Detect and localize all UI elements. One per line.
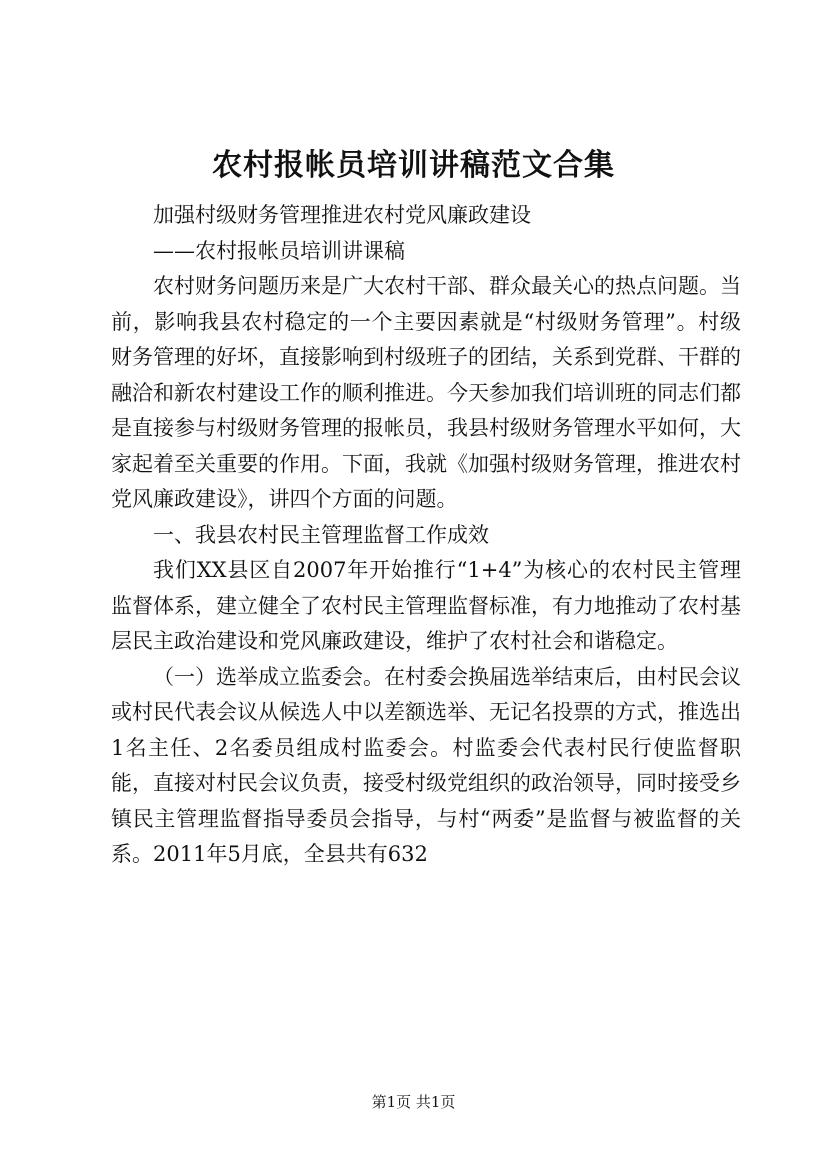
section-heading: 一、我县农村民主管理监督工作成效 <box>153 522 489 547</box>
body-paragraph: 我们XX县区自2007年开始推行“1+4”为核心的农村民主管理监督体系，建立健全了农村民主管理监督标准，有力地推动了农村基层民主政治建设和党风廉政建设，维护了农村社会和谐稳定。 <box>111 558 741 653</box>
page-number-footer: 第1页 共1页 <box>371 1093 456 1111</box>
document-title: 农村报帐员培训讲稿范文合集 <box>212 148 615 183</box>
subtitle-line: 加强村级财务管理推进农村党风廉政建设 <box>153 203 531 227</box>
body-paragraph: 农村财务问题历来是广大农村干部、群众最关心的热点问题。当前，影响我县农村稳定的一个主要因素就是“村级财务管理”。村级财务管理的好坏，直接影响到村级班子的团结，关系到党群、干群的融洽和新农村建设工作的顺利推进。今天参加我们培训班的同志们都是直接参与村级财务管理的报帐员，我县村级财务管理水平如何，大家起着至关重要的作用。下面，我就《加强村级财务管理，推进农村党风廉政建设》，讲四个方面的问题。 <box>111 274 741 511</box>
subtitle-dash-line: ——农村报帐员培训讲课稿 <box>153 238 405 263</box>
document-body <box>111 198 741 873</box>
body-paragraph: （一）选举成立监委会。在村委会换届选举结束后，由村民会议或村民代表会议从候选人中以差额选举、无记名投票的方式，推选出1名主任、2名委员组成村监委会。村监委会代表村民行使监督职能，直接对村民会议负责，接受村级党组织的政治领导，同时接受乡镇民主管理监督指导委员会指导，与村“两委”是监督与被监督的关系。2011年5月底，全县共有632 <box>111 664 741 866</box>
